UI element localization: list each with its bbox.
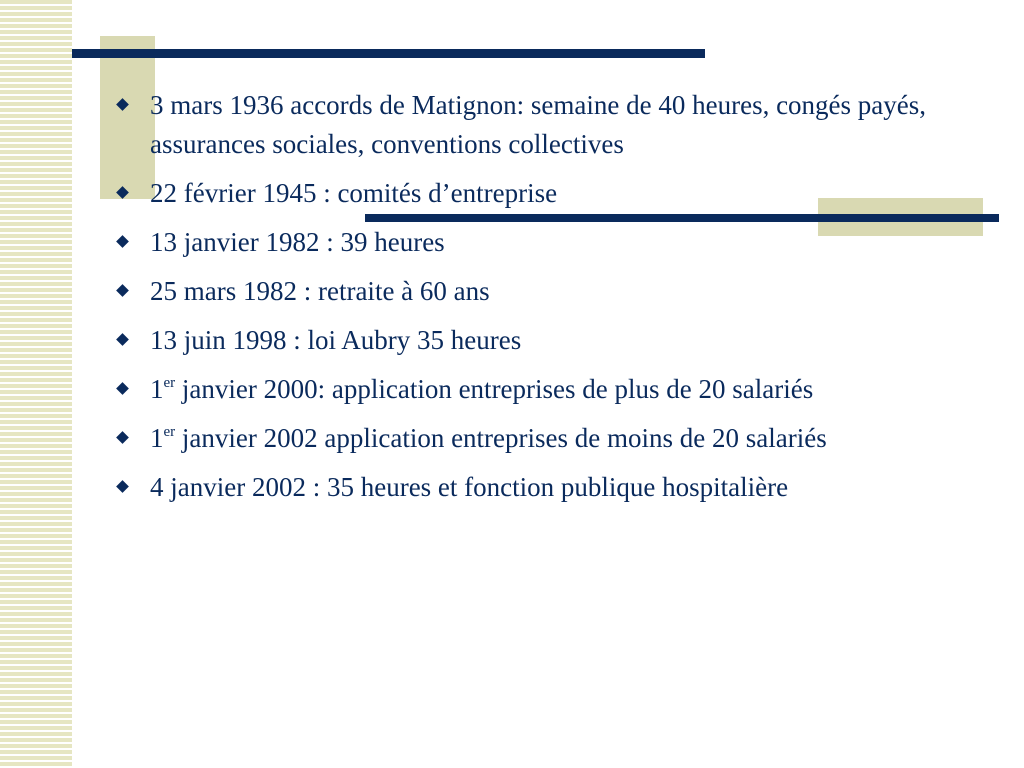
- diamond-bullet-icon: [116, 480, 129, 493]
- bullet-item: [112, 419, 982, 458]
- bullet-text: janvier 2002 application entreprises de moins de 20 salariés: [175, 423, 827, 453]
- diamond-bullet-icon: [116, 284, 129, 297]
- bullet-text: 13 juin 1998 : loi Aubry 35 heures: [150, 325, 522, 355]
- diamond-bullet-icon: [116, 382, 129, 395]
- diamond-bullet-icon: [116, 431, 129, 444]
- bullet-item: [112, 468, 982, 507]
- bullet-text: 4 janvier 2002 : 35 heures et fonction publique hospitalière: [150, 472, 789, 502]
- diamond-bullet-icon: [116, 186, 129, 199]
- striped-margin-decoration: [0, 0, 72, 768]
- ordinal-superscript: er: [163, 375, 176, 391]
- bullet-item: [112, 272, 982, 311]
- bullet-item: [112, 321, 982, 360]
- bullet-text: 25 mars 1982 : retraite à 60 ans: [150, 276, 490, 306]
- bullet-text: janvier 2000: application entreprises de plus de 20 salariés: [175, 374, 814, 404]
- bullet-number: 1: [150, 423, 164, 453]
- bullet-item: [112, 223, 982, 262]
- diamond-bullet-icon: [116, 235, 129, 248]
- bullet-item: [112, 174, 982, 213]
- bullet-text: 13 janvier 1982 : 39 heures: [150, 227, 445, 257]
- ordinal-superscript: er: [163, 424, 176, 440]
- diamond-bullet-icon: [116, 98, 129, 111]
- bullet-text: 22 février 1945 : comités d’entreprise: [150, 178, 558, 208]
- navy-rule-top: [72, 49, 705, 58]
- bullet-item: [112, 370, 982, 409]
- bullet-item: [112, 86, 982, 164]
- bullet-number: 1: [150, 374, 164, 404]
- diamond-bullet-icon: [116, 333, 129, 346]
- bullet-list: [112, 86, 982, 517]
- bullet-text: 3 mars 1936 accords de Matignon: semaine de 40 heures, congés payés, assurances sociales, conventions collectives: [150, 90, 927, 159]
